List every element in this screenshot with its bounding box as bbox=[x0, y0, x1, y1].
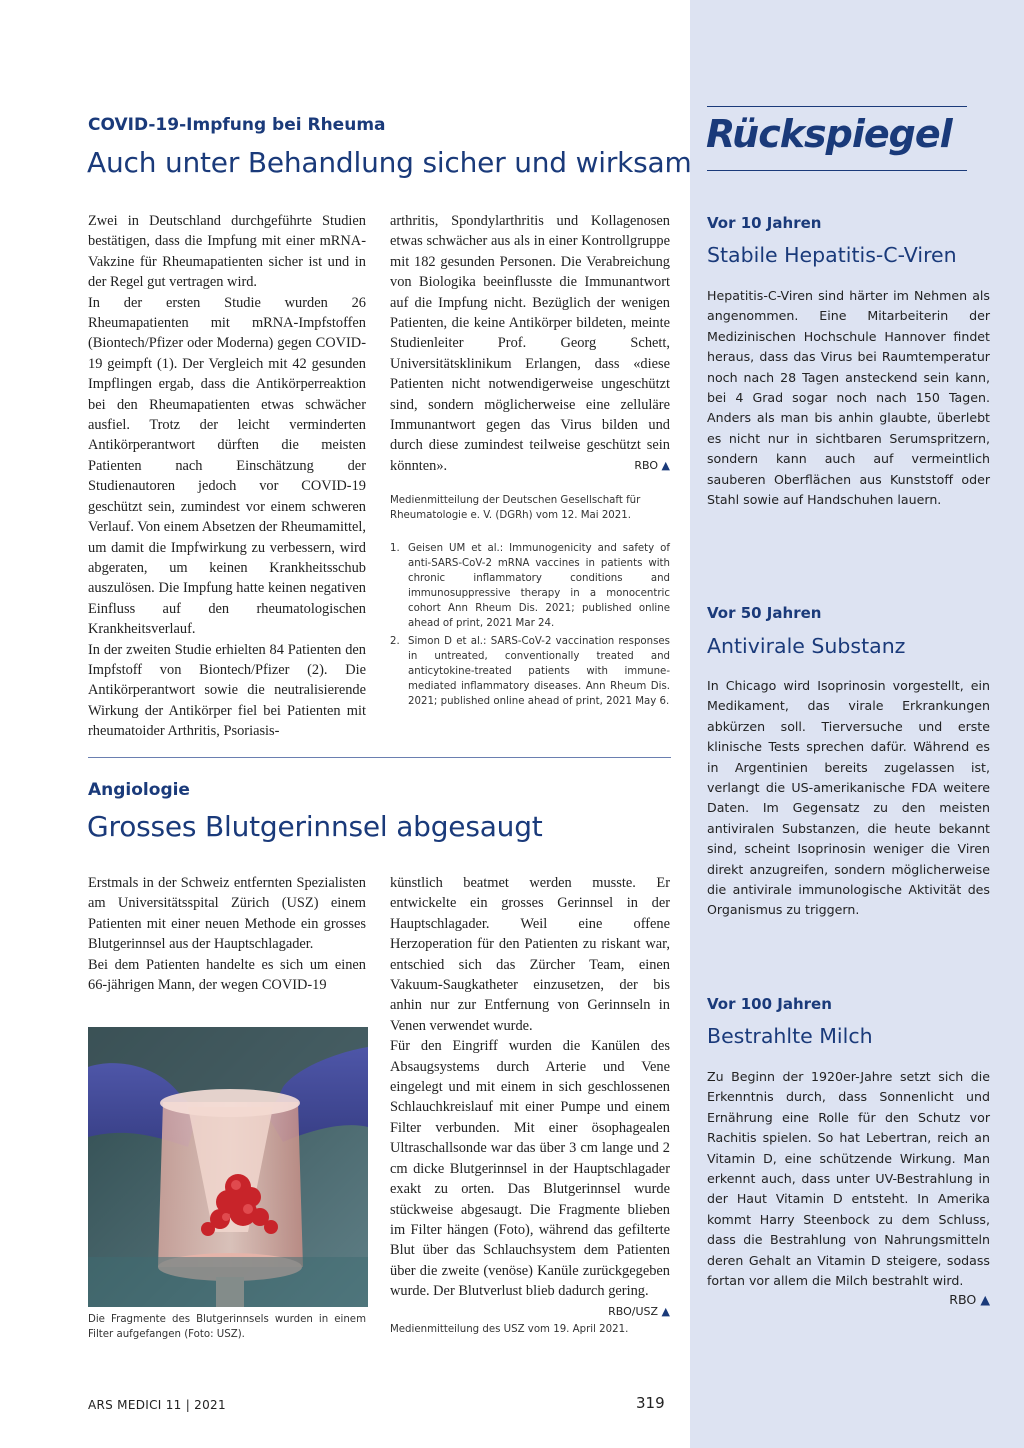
rueckspiegel-section-3-headline: Bestrahlte Milch bbox=[707, 1024, 873, 1048]
article1-kicker: COVID-19-Impfung bei Rheuma bbox=[88, 115, 386, 135]
triangle-up-icon: ▲ bbox=[980, 1292, 990, 1307]
paragraph-text: Für den Eingriff wurden die Kanülen des Absaugsystems durch Arterie und Vene eingelegt und mit einem in sich geschlossenen Schlauchkreislauf mit einer Pumpe und einem Filter verbunden. Mit einer ösophagealen Ultraschallsonde war das über 3 cm lange und 2 cm dicke Blutgerinnsel in der Hauptschlagader exakt zu orten. Das Blutgerinnsel wurde stückweise abgesaugt. Die Fragmente blieben im Filter hängen (Foto), während das gefilterte Blut über das Schlauchsystem dem Patienten über die zweite (venöse) Kanüle zurückgegeben wurde. Der Blutverlust blieb dadurch gering. bbox=[390, 1038, 670, 1300]
paragraph-text: arthritis, Spondylarthritis und Kollagenosen etwas schwächer aus als in einer Kontrollgruppe mit 182 gesunden Personen. Die Verabreichung von Biologika beeinflusste die Immunantwort auf die Impfung nicht. Bezüglich der wenigen Patienten, die keine Antikörper bildeten, meinte Studienleiter Prof. Georg Schett, Universitätsklinikum Erlangen, dass «diese Patienten nicht notwendigerweise ungeschützt sind, sondern möglicherweise eine zelluläre Immunantwort gegen das Virus bilden und durch diese zumindest teilweise geschützt sein könnten». bbox=[390, 213, 670, 474]
article1-column-1 bbox=[88, 211, 366, 742]
rueckspiegel-section-1-kicker: Vor 10 Jahren bbox=[707, 214, 822, 232]
article1-column-2 bbox=[390, 211, 670, 476]
article2-kicker: Angiologie bbox=[88, 780, 190, 800]
rueckspiegel-section-3-kicker: Vor 100 Jahren bbox=[707, 995, 832, 1013]
rueckspiegel-section-2-kicker: Vor 50 Jahren bbox=[707, 604, 822, 622]
article1-signature bbox=[634, 456, 670, 476]
paragraph: In der ersten Studie wurden 26 Rheumapatienten mit mRNA-Impfstoffen (Biontech/Pfizer oder Moderna) gegen COVID-19 geimpft (1). Der Vergleich mit 42 gesunden Impflingen ergab, dass die Antikörperreaktion bei den Rheumapatienten etwas schwächer ausfiel. Trotz der leicht verminderten Antikörperantwort dürften die meisten Patienten nach Einschätzung der Studienautoren jedoch vor COVID-19 geschützt sein, zumindest vor einem schweren Verlauf. Von einem Absetzen der Rheumamittel, um damit die Impfwirkung zu verbessern, wird abgeraten, um keinen Krankheitsschub auszulösen. Die Impfung hatte keinen negativen Einfluss auf den rheumatologischen Krankheitsverlauf. bbox=[88, 294, 367, 638]
blood-clot-filter-photo bbox=[88, 1027, 368, 1307]
reference-number: 2. bbox=[390, 636, 400, 647]
signature-text: RBO bbox=[949, 1292, 977, 1307]
signature-text: RBO/USZ bbox=[608, 1304, 659, 1318]
rueckspiegel-section-1-body: Hepatitis-C-Viren sind härter im Nehmen als angenommen. Eine Mitarbeiterin der Medizinischen Hochschule Hannover findet heraus, dass das Virus bei Raumtemperatur noch nach 28 Tagen ansteckend sein kann, bei 4 Grad sogar noch nach 150 Tagen. Anders als man bis anhin glaubte, überlebt es nicht nur in sichtbaren Serumspritzern, sondern kann auch auf vermeintlich sauberen Oberflächen aus Kunststoff oder Stahl sowie auf Handschuhen lauern. bbox=[707, 288, 990, 508]
photo-illustration bbox=[88, 1027, 368, 1307]
rueckspiegel-section-3-body: Zu Beginn der 1920er-Jahre setzt sich die Erkenntnis durch, dass Sonnenlicht und Ernährung eine Rolle für den Schutz vor Rachitis spielen. So hat Lebertran, reich an Vitamin D, eine schützende Wirkung. Man erkennt auch, dass unter UV-Bestrahlung in der Haut Vitamin D entsteht. In Amerika kommt Harry Steenbock zu dem Schluss, dass die Bestrahlung von Nahrungsmitteln deren Gehalt an Vitamin D steigere, sodass fortan vor allem die Milch bestrahlt wird. bbox=[707, 1069, 990, 1289]
rueckspiegel-bottom-rule bbox=[707, 170, 967, 171]
article1-headline: Auch unter Behandlung sicher und wirksam bbox=[87, 146, 692, 179]
reference-item bbox=[390, 634, 670, 709]
paragraph bbox=[390, 1036, 670, 1318]
paragraph: Erstmals in der Schweiz entfernten Spezialisten am Universitätsspital Zürich (USZ) einem Patienten mit einer neuen Methode ein grosses Blutgerinnsel aus der Hauptschlagader. bbox=[88, 875, 366, 953]
reference-text: Geisen UM et al.: Immunogenicity and safety of anti-SARS-CoV-2 mRNA vaccines in patients with chronic inflammatory conditions and immunosuppressive therapy in a monocentric cohort Ann Rheum Dis. 2021; published online ahead of print, 2021 Mar 24. bbox=[408, 543, 670, 629]
triangle-up-icon: ▲ bbox=[661, 1304, 670, 1318]
article2-signature bbox=[608, 1302, 670, 1322]
article-divider bbox=[88, 757, 671, 758]
article1-source: Medienmitteilung der Deutschen Gesellschaft für Rheumatologie e. V. (DGRh) vom 12. Mai 2021. bbox=[390, 495, 641, 521]
photo-caption: Die Fragmente des Blutgerinnsels wurden in einem Filter aufgefangen (Foto: USZ). bbox=[88, 1314, 366, 1340]
rueckspiegel-section-2-body: In Chicago wird Isoprinosin vorgestellt, ein Medikament, das virale Erkrankungen abkürzen soll. Tierversuche und erste klinische Tests sprechen dafür. Während es in Argentinien bereits zugelassen ist, verlangt die US-amerikanische FDA weitere Daten. Im Gegensatz zu den meisten antiviralen Substanzen, die heute bekannt sind, scheint Isoprinosin weniger die Viren direkt anzugreifen, sondern möglicherweise die antivirale immunologische Aktivität des Organismus zu triggern. bbox=[707, 678, 990, 918]
signature-text: RBO bbox=[634, 458, 659, 472]
reference-text: Simon D et al.: SARS-CoV-2 vaccination responses in untreated, conventionally treated and anticytokine-treated patients with immune-mediated inflammatory diseases. Ann Rheum Dis. 2021; published online ahead of print, 2021 May 6. bbox=[408, 636, 670, 707]
reference-number: 1. bbox=[390, 543, 400, 554]
reference-item bbox=[390, 541, 670, 631]
paragraph: In der zweiten Studie erhielten 84 Patienten den Impfstoff von Biontech/Pfizer (2). Die Antikörperantwort sowie die neutralisierende Wirkung der Antikörper fiel bei Patienten mit rheumatoider Arthritis, Psoriasis- bbox=[88, 641, 366, 740]
article2-headline: Grosses Blutgerinnsel abgesaugt bbox=[87, 810, 543, 843]
paragraph bbox=[390, 211, 670, 476]
article2-column-2 bbox=[390, 873, 670, 1322]
paragraph: künstlich beatmet werden musste. Er entwickelte ein grosses Gerinnsel in der Hauptschlagader. Weil eine offene Herzoperation für den Patienten zu riskant war, entschied sich das Zürcher Team, einen Vakuum-Saugkatheter einzusetzen, der bis anhin nur zur Entfernung von Gerinnseln in Venen verwendet wurde. bbox=[390, 875, 670, 1034]
article2-column-1 bbox=[88, 873, 366, 995]
paragraph: Bei dem Patienten handelte es sich um einen 66-jährigen Mann, der wegen COVID-19 bbox=[88, 956, 366, 994]
article1-references bbox=[390, 541, 670, 712]
rueckspiegel-signature bbox=[907, 1292, 990, 1307]
rueckspiegel-title: Rückspiegel bbox=[706, 112, 952, 156]
paragraph: Zwei in Deutschland durchgeführte Studien bestätigen, dass die Impfung mit einer mRNA-Vakzine für Rheumapatienten sicher ist und in der Regel gut vertragen wird. bbox=[88, 213, 366, 291]
page-number: 319 bbox=[636, 1394, 665, 1412]
journal-issue: ARS MEDICI 11 | 2021 bbox=[88, 1398, 226, 1412]
rueckspiegel-top-rule bbox=[707, 106, 967, 107]
rueckspiegel-section-2-headline: Antivirale Substanz bbox=[707, 634, 906, 658]
triangle-up-icon: ▲ bbox=[661, 458, 670, 472]
rueckspiegel-section-1-headline: Stabile Hepatitis-C-Viren bbox=[707, 243, 957, 267]
article2-source: Medienmitteilung des USZ vom 19. April 2021. bbox=[390, 1324, 629, 1335]
